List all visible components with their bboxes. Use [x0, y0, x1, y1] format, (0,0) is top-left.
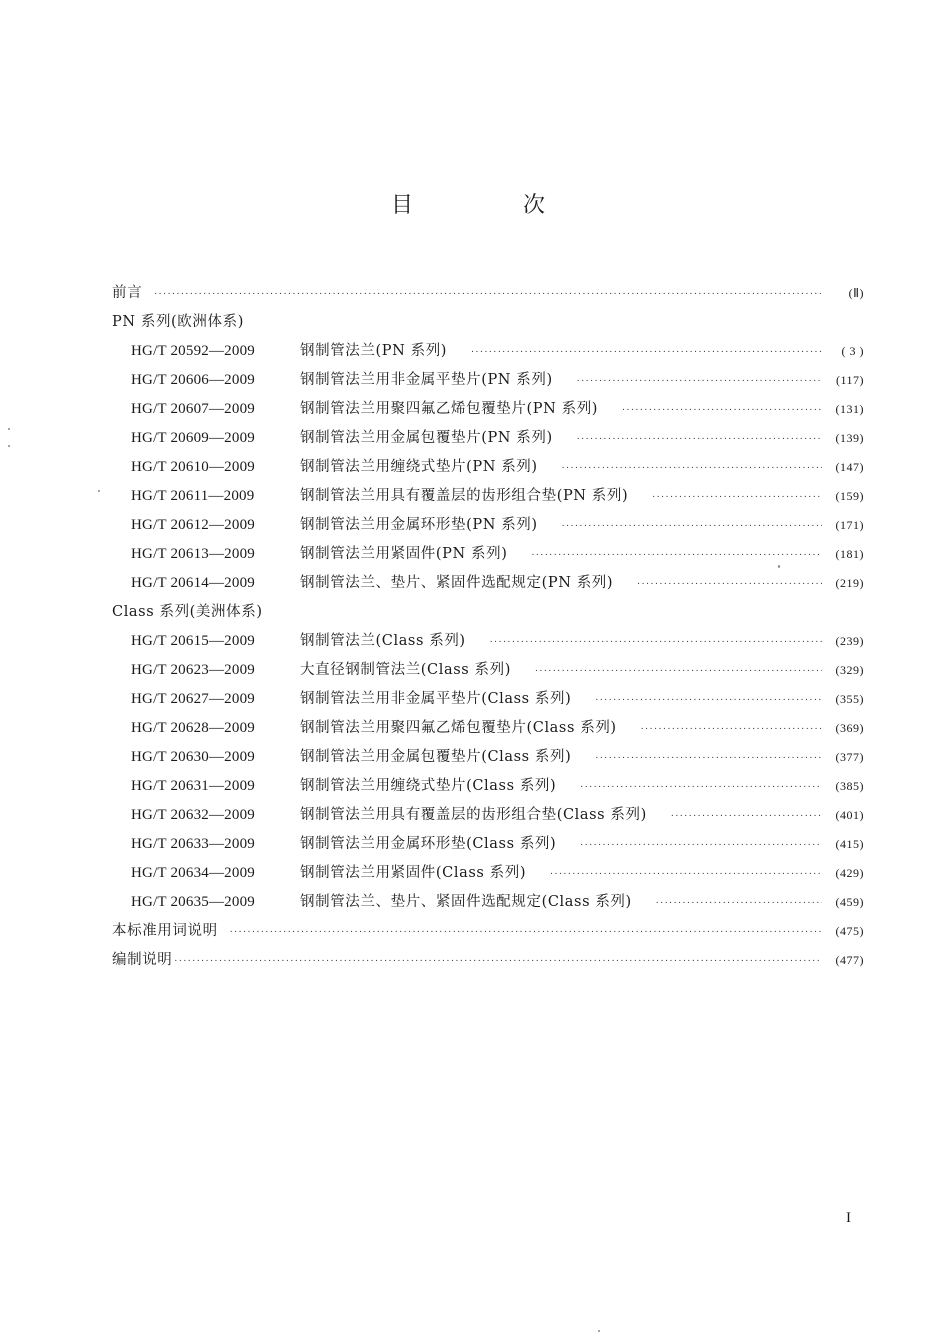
- standard-title: 钢制管法兰用聚四氟乙烯包覆垫片(Class 系列): [300, 720, 617, 736]
- dot-leader: [154, 278, 822, 307]
- class-series-entry[interactable]: [112, 714, 864, 743]
- toc-page-number: (329): [835, 663, 864, 677]
- standard-code: HG/T 20613—2009: [131, 546, 255, 562]
- class-series-entry[interactable]: [112, 888, 864, 917]
- section-heading-class: [112, 598, 864, 627]
- toc-page-number: (139): [835, 431, 864, 445]
- pn-series-entry[interactable]: [112, 569, 864, 598]
- standard-title: 大直径钢制管法兰(Class 系列): [300, 662, 511, 678]
- toc-page-number: (159): [835, 489, 864, 503]
- standard-title: 钢制管法兰用金属环形垫(Class 系列): [300, 836, 557, 852]
- standard-code: HG/T 20607—2009: [131, 401, 255, 417]
- section-heading-label: Class 系列(美洲体系): [112, 604, 263, 620]
- standard-title: 钢制管法兰用紧固件(Class 系列): [300, 865, 527, 881]
- class-series-entry[interactable]: [112, 656, 864, 685]
- dot-leader: [656, 887, 822, 916]
- toc-page-number: ( 3 ): [841, 344, 864, 358]
- standard-code: HG/T 20612—2009: [131, 517, 255, 533]
- class-series-entry[interactable]: [112, 772, 864, 801]
- toc-page-number: (117): [835, 373, 864, 387]
- dot-leader: [577, 423, 822, 452]
- class-series-entry[interactable]: [112, 743, 864, 772]
- scan-speck: [98, 490, 100, 492]
- standard-title: 钢制管法兰用聚四氟乙烯包覆垫片(PN 系列): [300, 401, 599, 417]
- scan-speck: [8, 445, 10, 447]
- toc-page-number: (Ⅱ): [848, 286, 864, 300]
- class-series-entry[interactable]: [112, 627, 864, 656]
- standard-code: HG/T 20610—2009: [131, 459, 255, 475]
- dot-leader: [562, 510, 822, 539]
- toc-label: 编制说明: [112, 952, 173, 968]
- standard-code: HG/T 20614—2009: [131, 575, 255, 591]
- standard-code: HG/T 20623—2009: [131, 662, 255, 678]
- toc-page-number: (131): [835, 402, 864, 416]
- standard-code: HG/T 20615—2009: [131, 633, 255, 649]
- standard-title: 钢制管法兰用缠绕式垫片(PN 系列): [300, 459, 538, 475]
- standard-title: 钢制管法兰、垫片、紧固件选配规定(Class 系列): [300, 894, 632, 910]
- standard-title: 钢制管法兰用具有覆盖层的齿形组合垫(PN 系列): [300, 488, 629, 504]
- dot-leader: [535, 655, 822, 684]
- standard-code: HG/T 20627—2009: [131, 691, 255, 707]
- toc-page-number: (459): [835, 895, 864, 909]
- standard-code: HG/T 20633—2009: [131, 836, 255, 852]
- standard-title: 钢制管法兰用金属环形垫(PN 系列): [300, 517, 538, 533]
- standard-title: 钢制管法兰、垫片、紧固件选配规定(PN 系列): [300, 575, 614, 591]
- standard-code: HG/T 20606—2009: [131, 372, 255, 388]
- page-title: 目 次: [390, 193, 589, 218]
- class-series-entry[interactable]: [112, 830, 864, 859]
- toc-page-number: (147): [835, 460, 864, 474]
- dot-leader: [595, 684, 822, 713]
- dot-leader: [230, 916, 822, 945]
- scan-speck: [598, 1330, 600, 1332]
- dot-leader: [637, 568, 822, 597]
- pn-series-list: [112, 337, 864, 598]
- toc-label: 前言: [112, 285, 143, 301]
- standard-title: 钢制管法兰用金属包覆垫片(PN 系列): [300, 430, 553, 446]
- toc-item-terms[interactable]: [112, 917, 864, 946]
- toc-page-number: (181): [835, 547, 864, 561]
- toc-page-number: (401): [835, 808, 864, 822]
- toc-page-number: (415): [835, 837, 864, 851]
- pn-series-entry[interactable]: [112, 482, 864, 511]
- toc-page-number: (477): [835, 953, 864, 967]
- pn-series-entry[interactable]: [112, 366, 864, 395]
- class-series-list: [112, 627, 864, 917]
- standard-code: HG/T 20628—2009: [131, 720, 255, 736]
- toc-item-preface[interactable]: [112, 279, 864, 308]
- pn-series-entry[interactable]: [112, 424, 864, 453]
- standard-title: 钢制管法兰用非金属平垫片(PN 系列): [300, 372, 553, 388]
- toc-page-number: (429): [835, 866, 864, 880]
- standard-code: HG/T 20635—2009: [131, 894, 255, 910]
- section-heading-pn: [112, 308, 864, 337]
- class-series-entry[interactable]: [112, 859, 864, 888]
- standard-code: HG/T 20609—2009: [131, 430, 255, 446]
- standard-title: 钢制管法兰用紧固件(PN 系列): [300, 546, 508, 562]
- pn-series-entry[interactable]: [112, 540, 864, 569]
- toc-page-number: (369): [835, 721, 864, 735]
- dot-leader: [490, 626, 822, 655]
- standard-title: 钢制管法兰用非金属平垫片(Class 系列): [300, 691, 572, 707]
- pn-series-entry[interactable]: [112, 337, 864, 366]
- dot-leader: [595, 742, 822, 771]
- dot-leader: [550, 858, 822, 887]
- standard-title: 钢制管法兰(PN 系列): [300, 343, 448, 359]
- toc-page-number: (239): [835, 634, 864, 648]
- standard-title: 钢制管法兰(Class 系列): [300, 633, 466, 649]
- dot-leader: [531, 539, 822, 568]
- standard-title: 钢制管法兰用具有覆盖层的齿形组合垫(Class 系列): [300, 807, 647, 823]
- dot-leader: [577, 365, 822, 394]
- pn-series-entry[interactable]: [112, 511, 864, 540]
- dot-leader: [562, 452, 822, 481]
- dot-leader: [174, 945, 822, 974]
- toc-page-number: (355): [835, 692, 864, 706]
- dot-leader: [652, 481, 822, 510]
- scan-speck: [8, 428, 10, 430]
- toc-item-notes[interactable]: [112, 946, 864, 975]
- scan-speck: [778, 565, 780, 568]
- toc-page-number: (475): [835, 924, 864, 938]
- pn-series-entry[interactable]: [112, 395, 864, 424]
- class-series-entry[interactable]: [112, 685, 864, 714]
- standard-code: HG/T 20632—2009: [131, 807, 255, 823]
- standard-code: HG/T 20592—2009: [131, 343, 255, 359]
- standard-code: HG/T 20630—2009: [131, 749, 255, 765]
- pn-series-entry[interactable]: [112, 453, 864, 482]
- standard-title: 钢制管法兰用缠绕式垫片(Class 系列): [300, 778, 557, 794]
- dot-leader: [641, 713, 822, 742]
- class-series-entry[interactable]: [112, 801, 864, 830]
- dot-leader: [580, 771, 822, 800]
- dot-leader: [671, 800, 822, 829]
- toc-page-number: (219): [835, 576, 864, 590]
- page-folio: I: [846, 1210, 851, 1226]
- dot-leader: [622, 394, 822, 423]
- standard-title: 钢制管法兰用金属包覆垫片(Class 系列): [300, 749, 572, 765]
- dot-leader: [471, 336, 822, 365]
- toc-page-number: (171): [835, 518, 864, 532]
- standard-code: HG/T 20631—2009: [131, 778, 255, 794]
- standard-code: HG/T 20611—2009: [131, 488, 255, 504]
- toc-label: 本标准用词说明: [112, 923, 218, 939]
- toc-page-number: (385): [835, 779, 864, 793]
- section-heading-label: PN 系列(欧洲体系): [112, 314, 244, 330]
- dot-leader: [580, 829, 822, 858]
- table-of-contents: [112, 279, 864, 975]
- toc-page-number: (377): [835, 750, 864, 764]
- standard-code: HG/T 20634—2009: [131, 865, 255, 881]
